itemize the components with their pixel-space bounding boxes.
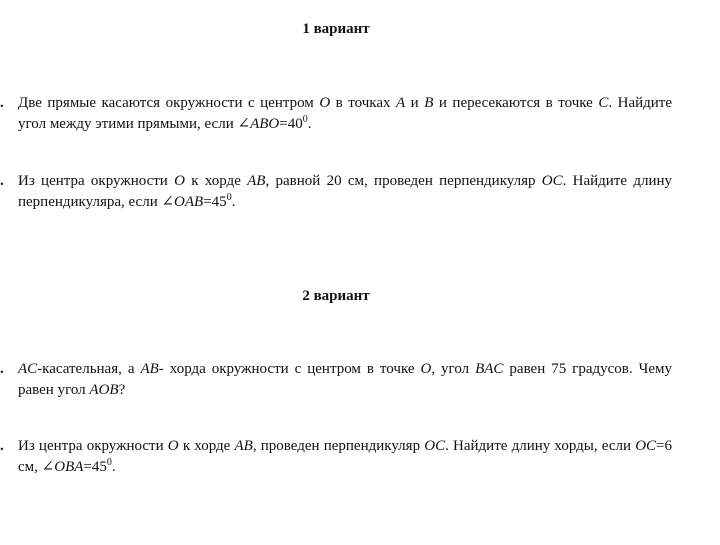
text-run: Из центра окружности [18, 438, 168, 454]
math-variable: AB [140, 361, 159, 377]
math-variable: B [424, 95, 434, 111]
text-run: и [405, 95, 425, 111]
text-run: , угол [431, 361, 476, 377]
math-variable: AC [18, 361, 38, 377]
text-run: ∠ [161, 194, 175, 210]
degree-superscript: 0 [302, 114, 308, 125]
math-variable: OC [635, 438, 657, 454]
text-run: и пересекаются в точке [433, 95, 599, 111]
problem-1-2 [0, 171, 672, 213]
text-run: ∠ [237, 116, 251, 132]
text-run: , проведен перпендикуляр [252, 438, 425, 454]
text-run: ? [118, 382, 126, 398]
list-marker: . [0, 173, 4, 189]
text-run: к хорде [184, 173, 248, 189]
math-variable: AB [234, 438, 253, 454]
text-run: . Найдите угол между этими прямыми, если [18, 95, 673, 132]
text-run: -касательная, а [37, 361, 141, 377]
text-run: . [111, 459, 116, 475]
text-run: - хорда окружности с центром в точке [158, 361, 421, 377]
problem-2-1 [0, 359, 672, 401]
text-run: , равной 20 см, проведен перпендикуляр [265, 173, 542, 189]
problem-text [18, 93, 672, 135]
math-variable: O [167, 438, 179, 454]
text-run: Из центра окружности [18, 173, 175, 189]
text-run: равен 75 градусов. Чему равен угол [18, 361, 672, 398]
degree-superscript: 0 [106, 457, 112, 468]
text-run: Две прямые касаются окружности с центром [18, 95, 320, 111]
math-variable: AOB [89, 382, 119, 398]
math-variable: O [319, 95, 331, 111]
math-variable: OC [541, 173, 563, 189]
math-variable: C [598, 95, 609, 111]
problem-2-2 [0, 436, 672, 478]
text-run: =45 [203, 194, 227, 210]
math-variable: ABO [250, 116, 280, 132]
problem-text [18, 359, 672, 401]
list-marker: . [0, 361, 4, 377]
math-variable: A [395, 95, 406, 111]
problem-1-1 [0, 93, 672, 135]
math-variable: BAC [475, 361, 504, 377]
math-variable: O [174, 173, 185, 189]
list-marker: . [0, 95, 4, 111]
problem-text [18, 436, 672, 478]
text-run: . [307, 116, 312, 132]
variant-2-heading: 2 вариант [302, 288, 370, 304]
variant-1-heading: 1 вариант [302, 21, 370, 37]
math-variable: OAB [174, 194, 204, 210]
text-run: ∠ [41, 459, 55, 475]
text-run: . [231, 194, 236, 210]
problem-text [18, 171, 672, 213]
text-run: =40 [279, 116, 303, 132]
list-marker: . [0, 438, 4, 454]
text-run: . Найдите длину хорды, если [445, 438, 636, 454]
text-run: . Найдите длину перпендикуляра, если [18, 173, 673, 210]
text-run: =6 см, [18, 438, 672, 475]
text-run: в точках [330, 95, 396, 111]
text-run: к хорде [178, 438, 235, 454]
degree-superscript: 0 [226, 192, 232, 203]
math-variable: OC [424, 438, 446, 454]
math-variable: AB [247, 173, 266, 189]
math-variable: OBA [54, 459, 84, 475]
text-run: =45 [83, 459, 107, 475]
math-variable: O [420, 361, 432, 377]
